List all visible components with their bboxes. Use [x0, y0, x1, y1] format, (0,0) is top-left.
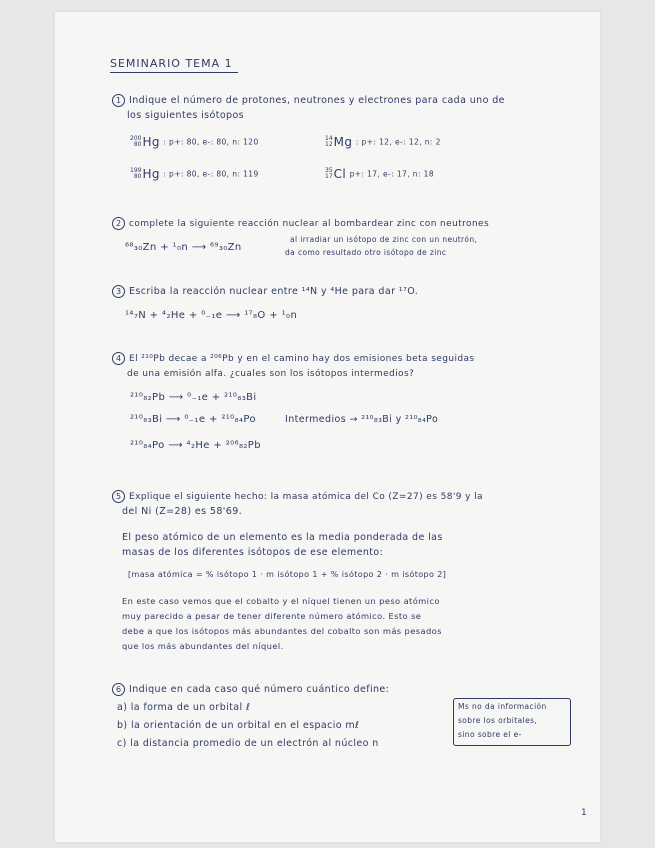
q5-number: 5 — [112, 490, 125, 503]
page-title: SEMINARIO TEMA 1 — [110, 57, 233, 70]
q6-note2: sobre los orbitales, — [458, 716, 538, 725]
q4-line1: 4 El ²¹⁰Pb decae a ²⁰⁶Pb y en el camino hay dos emisiones beta seguidas — [112, 352, 474, 365]
isotope-c: 199 80 Hg : p+: 80, e-: 80, n: 119 — [130, 167, 259, 181]
q1-number: 1 — [112, 94, 125, 107]
q6-b: b) la orientación de un orbital en el espacio mℓ — [117, 720, 360, 731]
q5-p2d: que los más abundantes del níquel. — [122, 641, 284, 651]
q2-note2: da como resultado otro isótopo de zinc — [285, 248, 447, 257]
q1-text: Indique el número de protones, neutrones y electrones para cada uno de — [129, 95, 505, 106]
q3-number: 3 — [112, 285, 125, 298]
notebook-page — [55, 12, 600, 842]
isotope-d: 35 17 Cl p+: 17, e-: 17, n: 18 — [325, 167, 434, 181]
q5-p2a: En este caso vemos que el cobalto y el níquel tienen un peso atómico — [122, 596, 440, 606]
q4-line2: de una emisión alfa. ¿cuales son los isótopos intermedios? — [127, 369, 415, 379]
isotope-a: 200 80 Hg : p+: 80, e-: 80, n: 120 — [130, 135, 259, 149]
q3-equation: ¹⁴₇N + ⁴₂He + ⁰₋₁e ⟶ ¹⁷₈O + ¹₀n — [125, 310, 298, 321]
q6-a: a) la forma de un orbital ℓ — [117, 702, 251, 713]
q2-line1: 2 complete la siguiente reacción nuclear al bombardear zinc con neutrones — [112, 217, 489, 230]
q5-p2c: debe a que los isótopos más abundantes del cobalto son más pesados — [122, 626, 442, 636]
isotope-b: 14 12 Mg : p+: 12, e-: 12, n: 2 — [325, 135, 441, 149]
q1-line1 — [112, 94, 505, 107]
q4-eq2: ²¹⁰₈₃Bi ⟶ ⁰₋₁e + ²¹⁰₈₄Po — [130, 414, 256, 425]
q4-eq1: ²¹⁰₈₂Pb ⟶ ⁰₋₁e + ²¹⁰₈₃Bi — [130, 392, 257, 403]
title-underline — [110, 72, 238, 73]
q4-eq3: ²¹⁰₈₄Po ⟶ ⁴₂He + ²⁰⁶₈₂Pb — [130, 440, 261, 451]
q2-note1: al irradiar un isótopo de zinc con un neutrón, — [290, 235, 478, 244]
q2-equation: ⁶⁸₃₀Zn + ¹₀n ⟶ ⁶⁹₃₀Zn — [125, 242, 242, 253]
q6-line1: 6 Indique en cada caso qué número cuántico define: — [112, 683, 389, 696]
q5-formula: [masa atómica = % isótopo 1 · m isótopo 1 + % isótopo 2 · m isótopo 2] — [128, 570, 447, 579]
q2-number: 2 — [112, 217, 125, 230]
q5-p1a: El peso atómico de un elemento es la media ponderada de las — [122, 532, 443, 543]
q3-line1: 3 Escriba la reacción nuclear entre ¹⁴N y ⁴He para dar ¹⁷O. — [112, 285, 418, 298]
q1-line2: los siguientes isótopos — [127, 110, 245, 121]
q6-c: c) la distancia promedio de un electrón al núcleo n — [117, 738, 379, 749]
q6-number: 6 — [112, 683, 125, 696]
q6-note3: sino sobre el e- — [458, 730, 522, 739]
q5-line1: 5 Explique el siguiente hecho: la masa atómica del Co (Z=27) es 58'9 y la — [112, 490, 483, 503]
q4-intermedios: Intermedios → ²¹⁰₈₃Bi y ²¹⁰₈₄Po — [285, 414, 439, 425]
q6-note1: Ms no da información — [458, 702, 547, 711]
q5-p2b: muy parecido a pesar de tener diferente número atómico. Esto se — [122, 611, 422, 621]
q5-p1b: masas de los diferentes isótopos de ese elemento: — [122, 547, 384, 558]
q5-line2: del Ni (Z=28) es 58'69. — [122, 506, 243, 517]
q4-number: 4 — [112, 352, 125, 365]
page-number: 1 — [581, 808, 588, 818]
